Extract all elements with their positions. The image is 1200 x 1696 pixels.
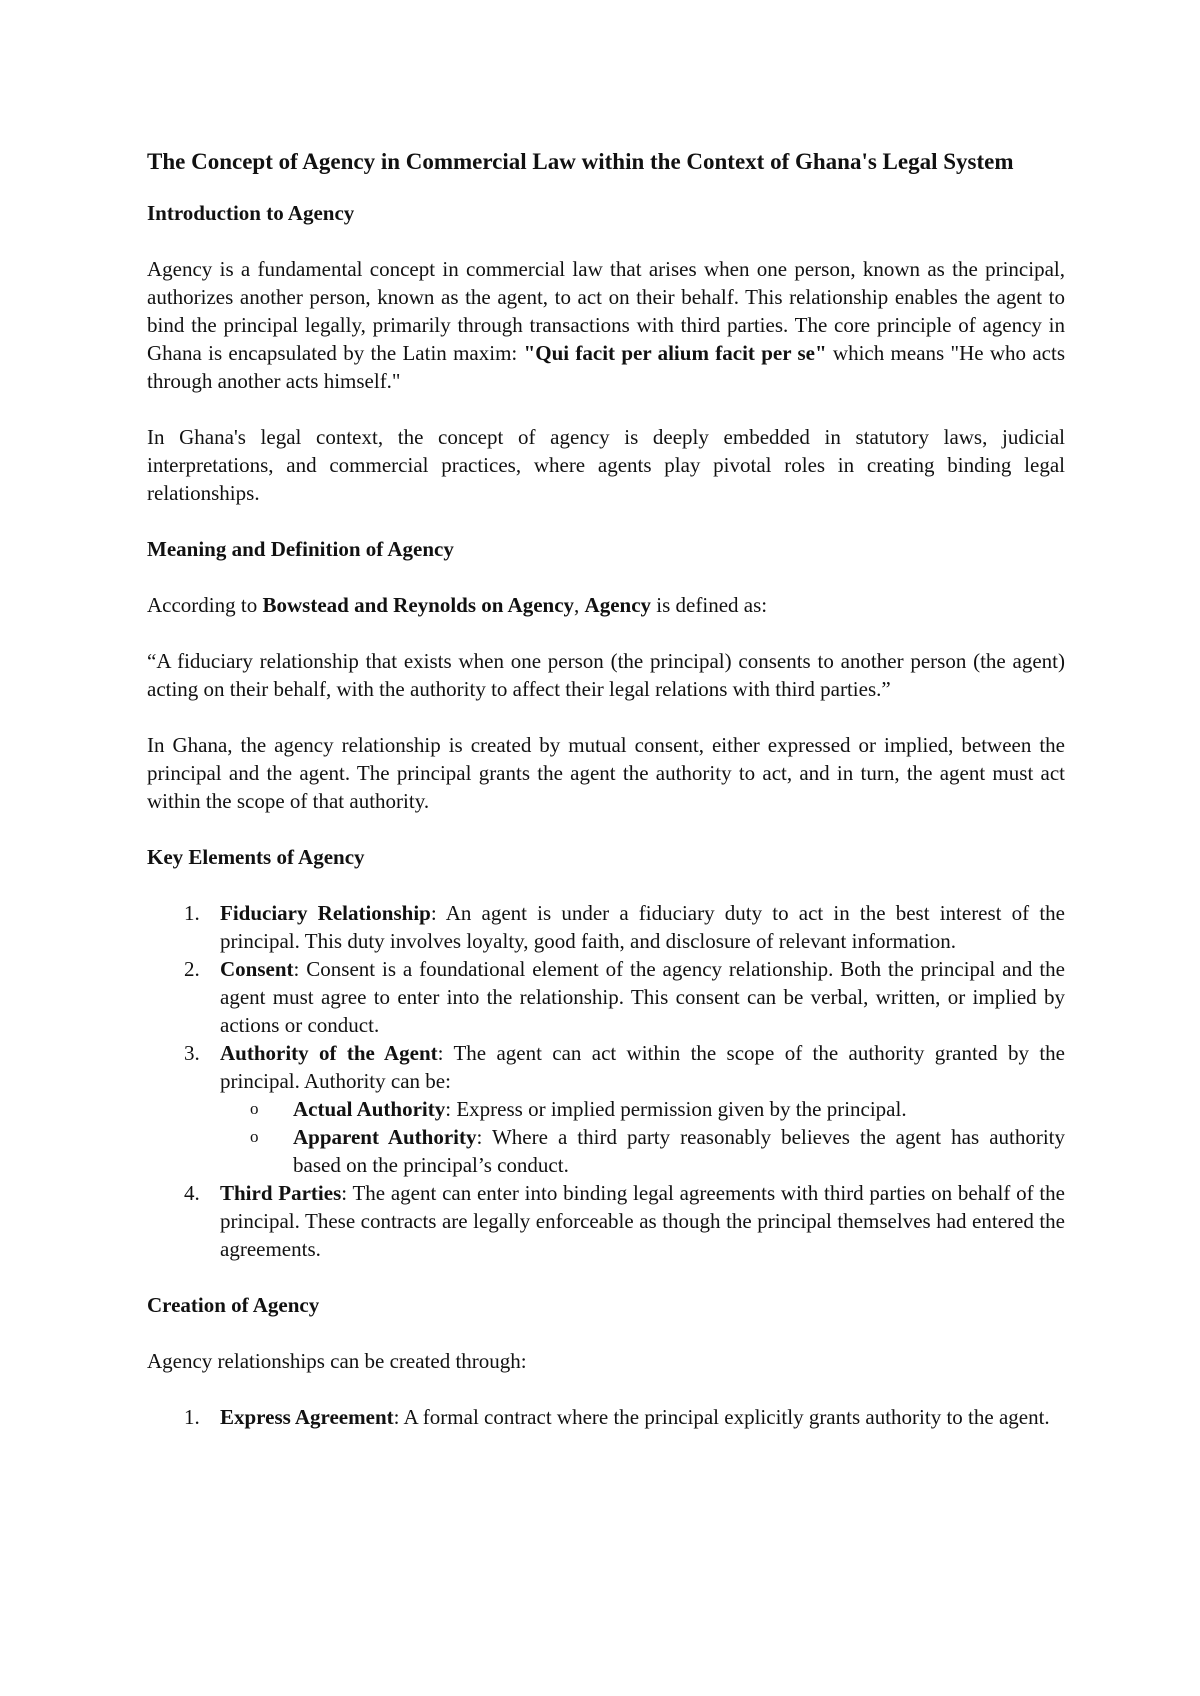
definition-lead-suffix: is defined as:	[651, 593, 768, 617]
list-item	[147, 1179, 1065, 1263]
definition-source: Bowstead and Reynolds on Agency	[262, 593, 575, 617]
list-number: 3.	[184, 1041, 200, 1065]
latin-maxim: "Qui facit per alium facit per se"	[523, 341, 827, 365]
sub-item-term: Actual Authority	[293, 1097, 446, 1121]
list-item-term: Express Agreement	[220, 1405, 394, 1429]
meaning-paragraph-2: In Ghana, the agency relationship is created by mutual consent, either expressed or implied, between the principal and the agent. The principal grants the agent the authority to act, and in turn, the agent must act within the scope of that authority.	[147, 733, 1065, 813]
list-number: 2.	[184, 957, 200, 981]
intro-paragraph-2: In Ghana's legal context, the concept of agency is deeply embedded in statutory laws, judicial interpretations, and commercial practices, where agents play pivotal roles in creating binding legal relationships.	[147, 425, 1065, 505]
latin-maxim-translation: which means "He who acts through another acts himself."	[147, 341, 1066, 393]
list-item	[147, 1039, 1065, 1179]
key-elements-list	[147, 899, 1065, 1263]
intro-paragraph-1	[147, 255, 1065, 395]
list-item	[147, 955, 1065, 1039]
sub-list-item	[220, 1095, 1065, 1123]
list-item-text: : The agent can act within the scope of the authority granted by the principal. Authority can be:	[220, 1041, 1065, 1093]
sub-list-item	[220, 1123, 1065, 1179]
authority-types-list	[220, 1095, 1065, 1179]
list-item-text: : The agent can enter into binding legal agreements with third parties on behalf of the principal. These contracts are legally enforceable as though the principal themselves had entered the agreements.	[220, 1181, 1066, 1261]
definition-lead-prefix: According to	[147, 593, 263, 617]
heading-introduction: Introduction to Agency	[147, 201, 355, 225]
sub-item-text: : Where a third party reasonably believes the agent has authority based on the principal’s conduct.	[293, 1125, 1066, 1177]
bullet-icon: o	[250, 1127, 259, 1146]
document-page	[147, 146, 1065, 1459]
intro-paragraph-1-text: Agency is a fundamental concept in commercial law that arises when one person, known as the principal, authorizes another person, known as the agent, to act on their behalf. This relationship enables the agent to bind the principal legally, primarily through transactions with third parties. The core principle of agency in Ghana is encapsulated by the Latin maxim:	[147, 257, 1065, 365]
list-item-text: : A formal contract where the principal explicitly grants authority to the agent.	[393, 1405, 1050, 1429]
list-number: 1.	[184, 901, 200, 925]
sub-item-term: Apparent Authority	[293, 1125, 477, 1149]
creation-intro: Agency relationships can be created through:	[147, 1349, 527, 1373]
heading-key-elements: Key Elements of Agency	[147, 845, 365, 869]
list-item	[147, 1403, 1065, 1431]
definition-quote: “A fiduciary relationship that exists when one person (the principal) consents to another person (the agent) acting on their behalf, with the authority to affect their legal relations with third parties.”	[147, 649, 1065, 701]
document-title: The Concept of Agency in Commercial Law within the Context of Ghana's Legal System	[147, 149, 1014, 174]
list-item-text: : An agent is under a fiduciary duty to act in the best interest of the principal. This duty involves loyalty, good faith, and disclosure of relevant information.	[220, 901, 1065, 953]
definition-term: Agency	[584, 593, 652, 617]
heading-meaning: Meaning and Definition of Agency	[147, 537, 454, 561]
creation-list	[147, 1403, 1065, 1431]
heading-creation: Creation of Agency	[147, 1293, 320, 1317]
list-item-term: Fiduciary Relationship	[220, 901, 431, 925]
list-number: 4.	[184, 1181, 200, 1205]
list-item-text: : Consent is a foundational element of the agency relationship. Both the principal and the agent must agree to enter into the relationship. This consent can be verbal, written, or implied by actions or conduct.	[220, 957, 1065, 1037]
definition-lead-separator: ,	[574, 593, 585, 617]
bullet-icon: o	[250, 1099, 259, 1118]
definition-lead	[147, 591, 1065, 619]
list-item-term: Third Parties	[220, 1181, 342, 1205]
list-item-term: Consent	[220, 957, 294, 981]
list-item-term: Authority of the Agent	[220, 1041, 438, 1065]
list-item	[147, 899, 1065, 955]
sub-item-text: : Express or implied permission given by the principal.	[445, 1097, 907, 1121]
list-number: 1.	[184, 1405, 200, 1429]
